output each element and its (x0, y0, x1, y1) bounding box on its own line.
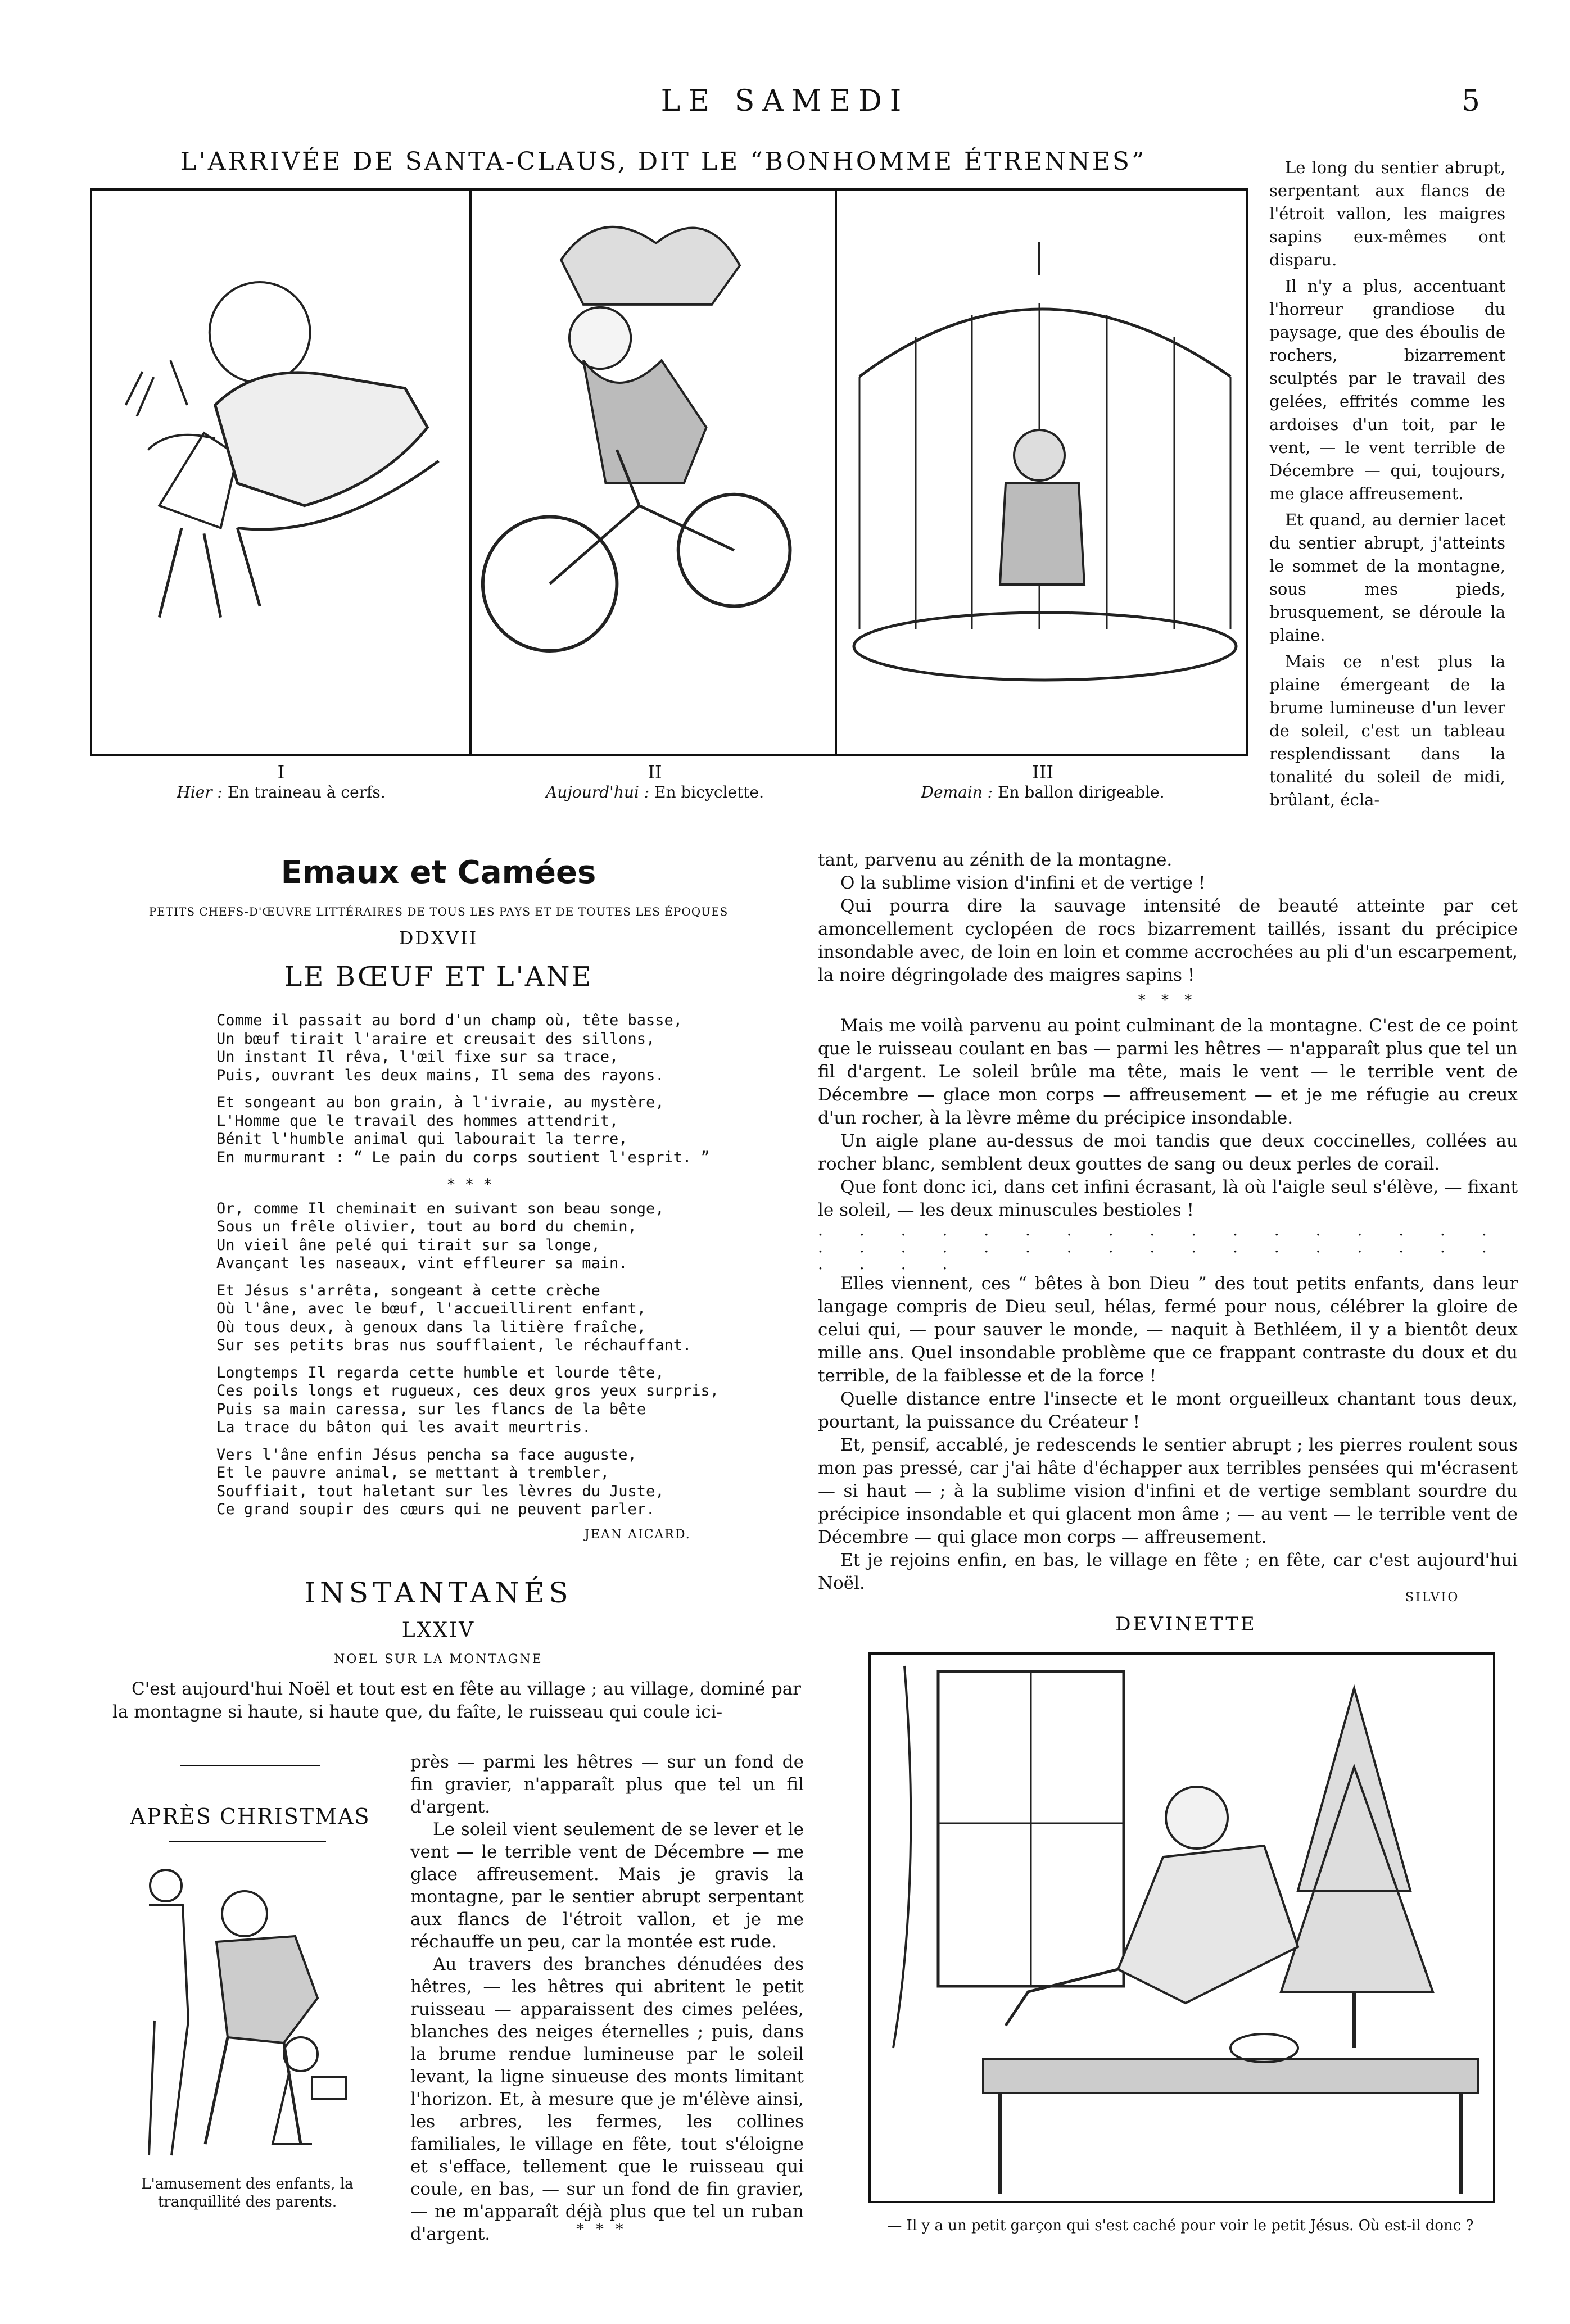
instantanes-number: LXXIV (401, 1619, 476, 1642)
poem-line: Sur ses petits bras nus soufflaient, le réchauffant. (216, 1337, 692, 1354)
poem-stanza (216, 1364, 722, 1437)
poem-stanza (216, 1282, 722, 1355)
airship-santa-illustration (837, 191, 1250, 754)
poem-line: Où tous deux, à genoux dans la litière fraîche, (216, 1318, 646, 1336)
poem-line: Sous un frêle olivier, tout au bord du chemin, (216, 1218, 637, 1235)
poem-stanza (216, 1094, 722, 1167)
emaux-number: DDXVII (399, 927, 478, 949)
sleigh-reindeer-illustration (92, 191, 469, 754)
poem-author: JEAN AICARD. (585, 1528, 691, 1542)
comic-panel-bicycle (472, 191, 837, 754)
comic-caption-number: II (648, 762, 662, 783)
page-number: 5 (1461, 84, 1480, 118)
comic-panel-airship (837, 191, 1250, 754)
divider (180, 1765, 320, 1766)
poem-line: En murmurant : “ Le pain du corps soutient l'esprit. ” (216, 1148, 710, 1166)
poem-line: Vers l'âne enfin Jésus pencha sa face auguste, (216, 1446, 637, 1464)
comic-caption-label: Demain : (921, 783, 993, 801)
paragraph: Qui pourra dire la sauvage intensité de beauté atteinte par cet amoncellement cyclopéen de rocs bizarrement taillés, issant du précipice insondable avec, de loin en loin et comme accrochées au pli d'un escarpement, la noire dégringolade des maigres sapins ! (818, 896, 1518, 985)
comic-caption-text: En bicyclette. (654, 783, 764, 801)
poem-line: Ces poils longs et rugueux, ces deux gros yeux surpris, (216, 1382, 720, 1399)
paragraph: O la sublime vision d'infini et de vertige ! (840, 873, 1206, 893)
poem-line: Comme il passait au bord d'un champ où, tête basse, (216, 1012, 683, 1029)
poem-line: Longtemps Il regarda cette humble et lourde tête, (216, 1363, 664, 1381)
poem-line: Avançant les naseaux, vint effleurer sa main. (216, 1254, 628, 1272)
poem-stanza (216, 1200, 722, 1273)
poem-stanza (216, 1446, 722, 1519)
poem-line: Un vieil âne pelé qui tirait sur sa longe, (216, 1236, 600, 1254)
paragraph: Quelle distance entre l'insecte et le mont orgueilleux chantant tous deux, pourtant, la puissance du Créateur ! (818, 1389, 1518, 1432)
masthead: LE SAMEDI (660, 84, 910, 118)
poem-line: Puis sa main caressa, sur les flancs de la bête (216, 1400, 646, 1418)
paragraph: Et je rejoins enfin, en bas, le village en fête ; en fête, car c'est aujourd'hui Noël. (818, 1550, 1518, 1593)
paragraph: Que font donc ici, dans cet infini écrasant, là où l'aigle seul s'élève, — fixant le soleil, — les deux minuscules bestioles ! (818, 1177, 1518, 1220)
bicycle-santa-illustration (472, 191, 835, 754)
text-separator: * * * (1138, 992, 1198, 1009)
divider (169, 1841, 326, 1842)
caption-line: L'amusement des enfants, la (141, 2176, 354, 2192)
apres-christmas-title: APRÈS CHRISTMAS (130, 1804, 370, 1829)
devinette-title: DEVINETTE (1115, 1613, 1257, 1636)
apres-christmas-illustration (115, 1852, 385, 2161)
paragraph: Elles viennent, ces “ bêtes à bon Dieu ” des tout petits enfants, dans leur langage compris de Dieu seul, hélas, fermé pour nous, célébrer la gloire de celui qui, — pour sauver le monde, — naquit à Bethléem, il y a bientôt deux mille ans. Quel insondable problème que ce frappant contraste du doux et du terrible, de la faiblesse et de la force ! (818, 1274, 1518, 1386)
paragraph: Il n'y a plus, accentuant l'horreur grandiose du paysage, que des éboulis de rochers, bizarrement sculptés par le travail des gelées, effrités comme les ardoises d'un toit, par le vent, — le vent terrible de Décembre — qui, toujours, me glace affreusement. (1269, 277, 1505, 503)
comic-caption-2 (472, 762, 838, 801)
poem-line: Un instant Il rêva, l'œil fixe sur sa trace, (216, 1048, 619, 1066)
poem-line: Souffiait, tout haletant sur les lèvres du Juste, (216, 1482, 664, 1500)
comic-caption-text: En traineau à cerfs. (227, 783, 386, 801)
poem-line: Et Jésus s'arrêta, songeant à cette crèche (216, 1281, 600, 1299)
poem-line: Puis, ouvrant les deux mains, Il sema des rayons. (216, 1066, 664, 1084)
comic-caption-number: I (277, 762, 285, 783)
poem-title: LE BŒUF ET L'ANE (284, 961, 593, 993)
comic-caption-label: Hier : (177, 783, 223, 801)
apres-christmas-caption (115, 2175, 379, 2211)
instantanes-subtitle: NOEL SUR LA MONTAGNE (334, 1652, 543, 1666)
poem-line: Et songeant au bon grain, à l'ivraie, au mystère, (216, 1094, 664, 1111)
poem-line: Un bœuf tirait l'araire et creusait des sillons, (216, 1030, 655, 1048)
comic-panel-sleigh (92, 191, 472, 754)
poem-line: L'Homme que le travail des hommes attendrit, (216, 1112, 619, 1130)
paragraph: Et quand, au dernier lacet du sentier abrupt, j'atteints le sommet de la montagne, sous mes pieds, brusquement, se déroule la plaine. (1269, 510, 1505, 645)
emaux-title: Emaux et Camées (280, 854, 596, 891)
comic-caption-text: En ballon dirigeable. (998, 783, 1165, 801)
comic-caption-number: III (1032, 762, 1053, 783)
poem-line: Or, comme Il cheminait en suivant son beau songe, (216, 1199, 664, 1217)
comic-title: L'ARRIVÉE DE SANTA-CLAUS, DIT LE “BONHOMME ÉTRENNES” (180, 147, 1147, 176)
dotted-separator: . . . . . . . . . . . . . . . . . . . . . . . . . . . . . . . . . . . . . . (818, 1221, 1503, 1273)
instantanes-body (410, 1751, 804, 2245)
paragraph: tant, parvenu au zénith de la montagne. (818, 850, 1173, 870)
poem-line: Et le pauvre animal, se mettant à trembler, (216, 1464, 609, 1482)
comic-caption-3 (838, 762, 1248, 801)
section-stars: * * * (576, 2220, 627, 2239)
paragraph: Au travers des branches dénudées des hêtres, — les hêtres qui abritent le petit ruisseau — apparaissent des cimes pelées, blanches des neiges éternelles ; puis, dans la brume rendue lumineuse par le soleil levant, la ligne sinueuse des monts limitant l'horizon. Et, à mesure que je m'élève ainsi, les arbres, les fermes, les collines familiales, le village en fête, tout s'éloigne et s'efface, tellement que le ruisseau qui coule, en bas, — sur un fond de fin gravier, — ne m'apparaît déjà plus que tel un ruban d'argent. (410, 1954, 804, 2244)
paragraph: Un aigle plane au-dessus de moi tandis que deux coccinelles, collées au rocher blanc, semblent deux gouttes de sang ou deux perles de corail. (818, 1131, 1518, 1174)
poem-line: Où l'âne, avec le bœuf, l'accueillirent enfant, (216, 1300, 646, 1317)
emaux-subtitle: PETITS CHEFS-D'ŒUVRE LITTÉRAIRES DE TOUS LES PAYS ET DE TOUTES LES ÉPOQUES (148, 905, 729, 918)
comic-caption-label: Aujourd'hui : (545, 783, 650, 801)
article-author: SILVIO (1405, 1591, 1460, 1605)
poem-line: La trace du bâton qui les avait meurtris. (216, 1419, 591, 1436)
right-column-text (1269, 156, 1505, 815)
devinette-caption: — Il y a un petit garçon qui s'est caché pour voir le petit Jésus. Où est-il donc ? (887, 2217, 1474, 2234)
paragraph: Mais me voilà parvenu au point culminant de la montagne. C'est de ce point que le ruisseau coulant en bas — parmi les hêtres — n'apparaît plus que tel un fil d'argent. Le soleil brûle ma tête, mais le vent — le terrible vent de Décembre — glace mon corps — affreusement — et je me réfugie au creux d'un rocher, à la lèvre même du précipice insondable. (818, 1016, 1518, 1128)
comic-caption-1 (90, 762, 472, 801)
poem-separator: * * * (446, 1176, 492, 1193)
instantanes-title: INSTANTANÉS (304, 1576, 573, 1609)
caption-line: tranquillité des parents. (157, 2194, 337, 2210)
paragraph: près — parmi les hêtres — sur un fond de fin gravier, n'apparaît plus que tel un fil d'argent. (410, 1752, 804, 1817)
middle-column-text (818, 849, 1518, 1595)
poem-line: Bénit l'humble animal qui labourait la terre, (216, 1130, 628, 1148)
paragraph: Et, pensif, accablé, je redescends le sentier abrupt ; les pierres roulent sous mon pas pressé, car j'ai hâte d'échapper aux terribles pensées qui m'écrasent — si haut — ; à la sublime vision d'infini et de vertige semblant sourdre du précipice insondable et qui glacent mon âme ; — au vent — le terrible vent de Décembre — qui glace mon corps — affreusement. (818, 1435, 1518, 1547)
paragraph: Mais ce n'est plus la plaine émergeant de la brume lumineuse d'un lever de soleil, c'est un tableau resplendissant dans la tonalité du soleil de midi, brûlant, écla- (1269, 652, 1505, 809)
devinette-illustration (868, 1652, 1495, 2203)
poem-stanza (216, 1012, 722, 1085)
instantanes-intro: C'est aujourd'hui Noël et tout est en fête au village ; au village, dominé par la montagne si haute, si haute que, du faîte, le ruisseau qui coule ici- (112, 1679, 801, 1722)
comic-strip (90, 188, 1248, 756)
paragraph: Le soleil vient seulement de se lever et le vent — le terrible vent de Décembre — me glace affreusement. Mais je gravis la montagne, par le sentier abrupt serpentant aux flancs de l'étroit vallon, et je me réchauffe un peu, car la montée est rude. (410, 1819, 804, 1952)
poem (216, 1012, 722, 1528)
poem-line: Ce grand soupir des cœurs qui ne peuvent parler. (216, 1501, 655, 1518)
paragraph: Le long du sentier abrupt, serpentant aux flancs de l'étroit vallon, les maigres sapins eux-mêmes ont disparu. (1269, 158, 1505, 269)
